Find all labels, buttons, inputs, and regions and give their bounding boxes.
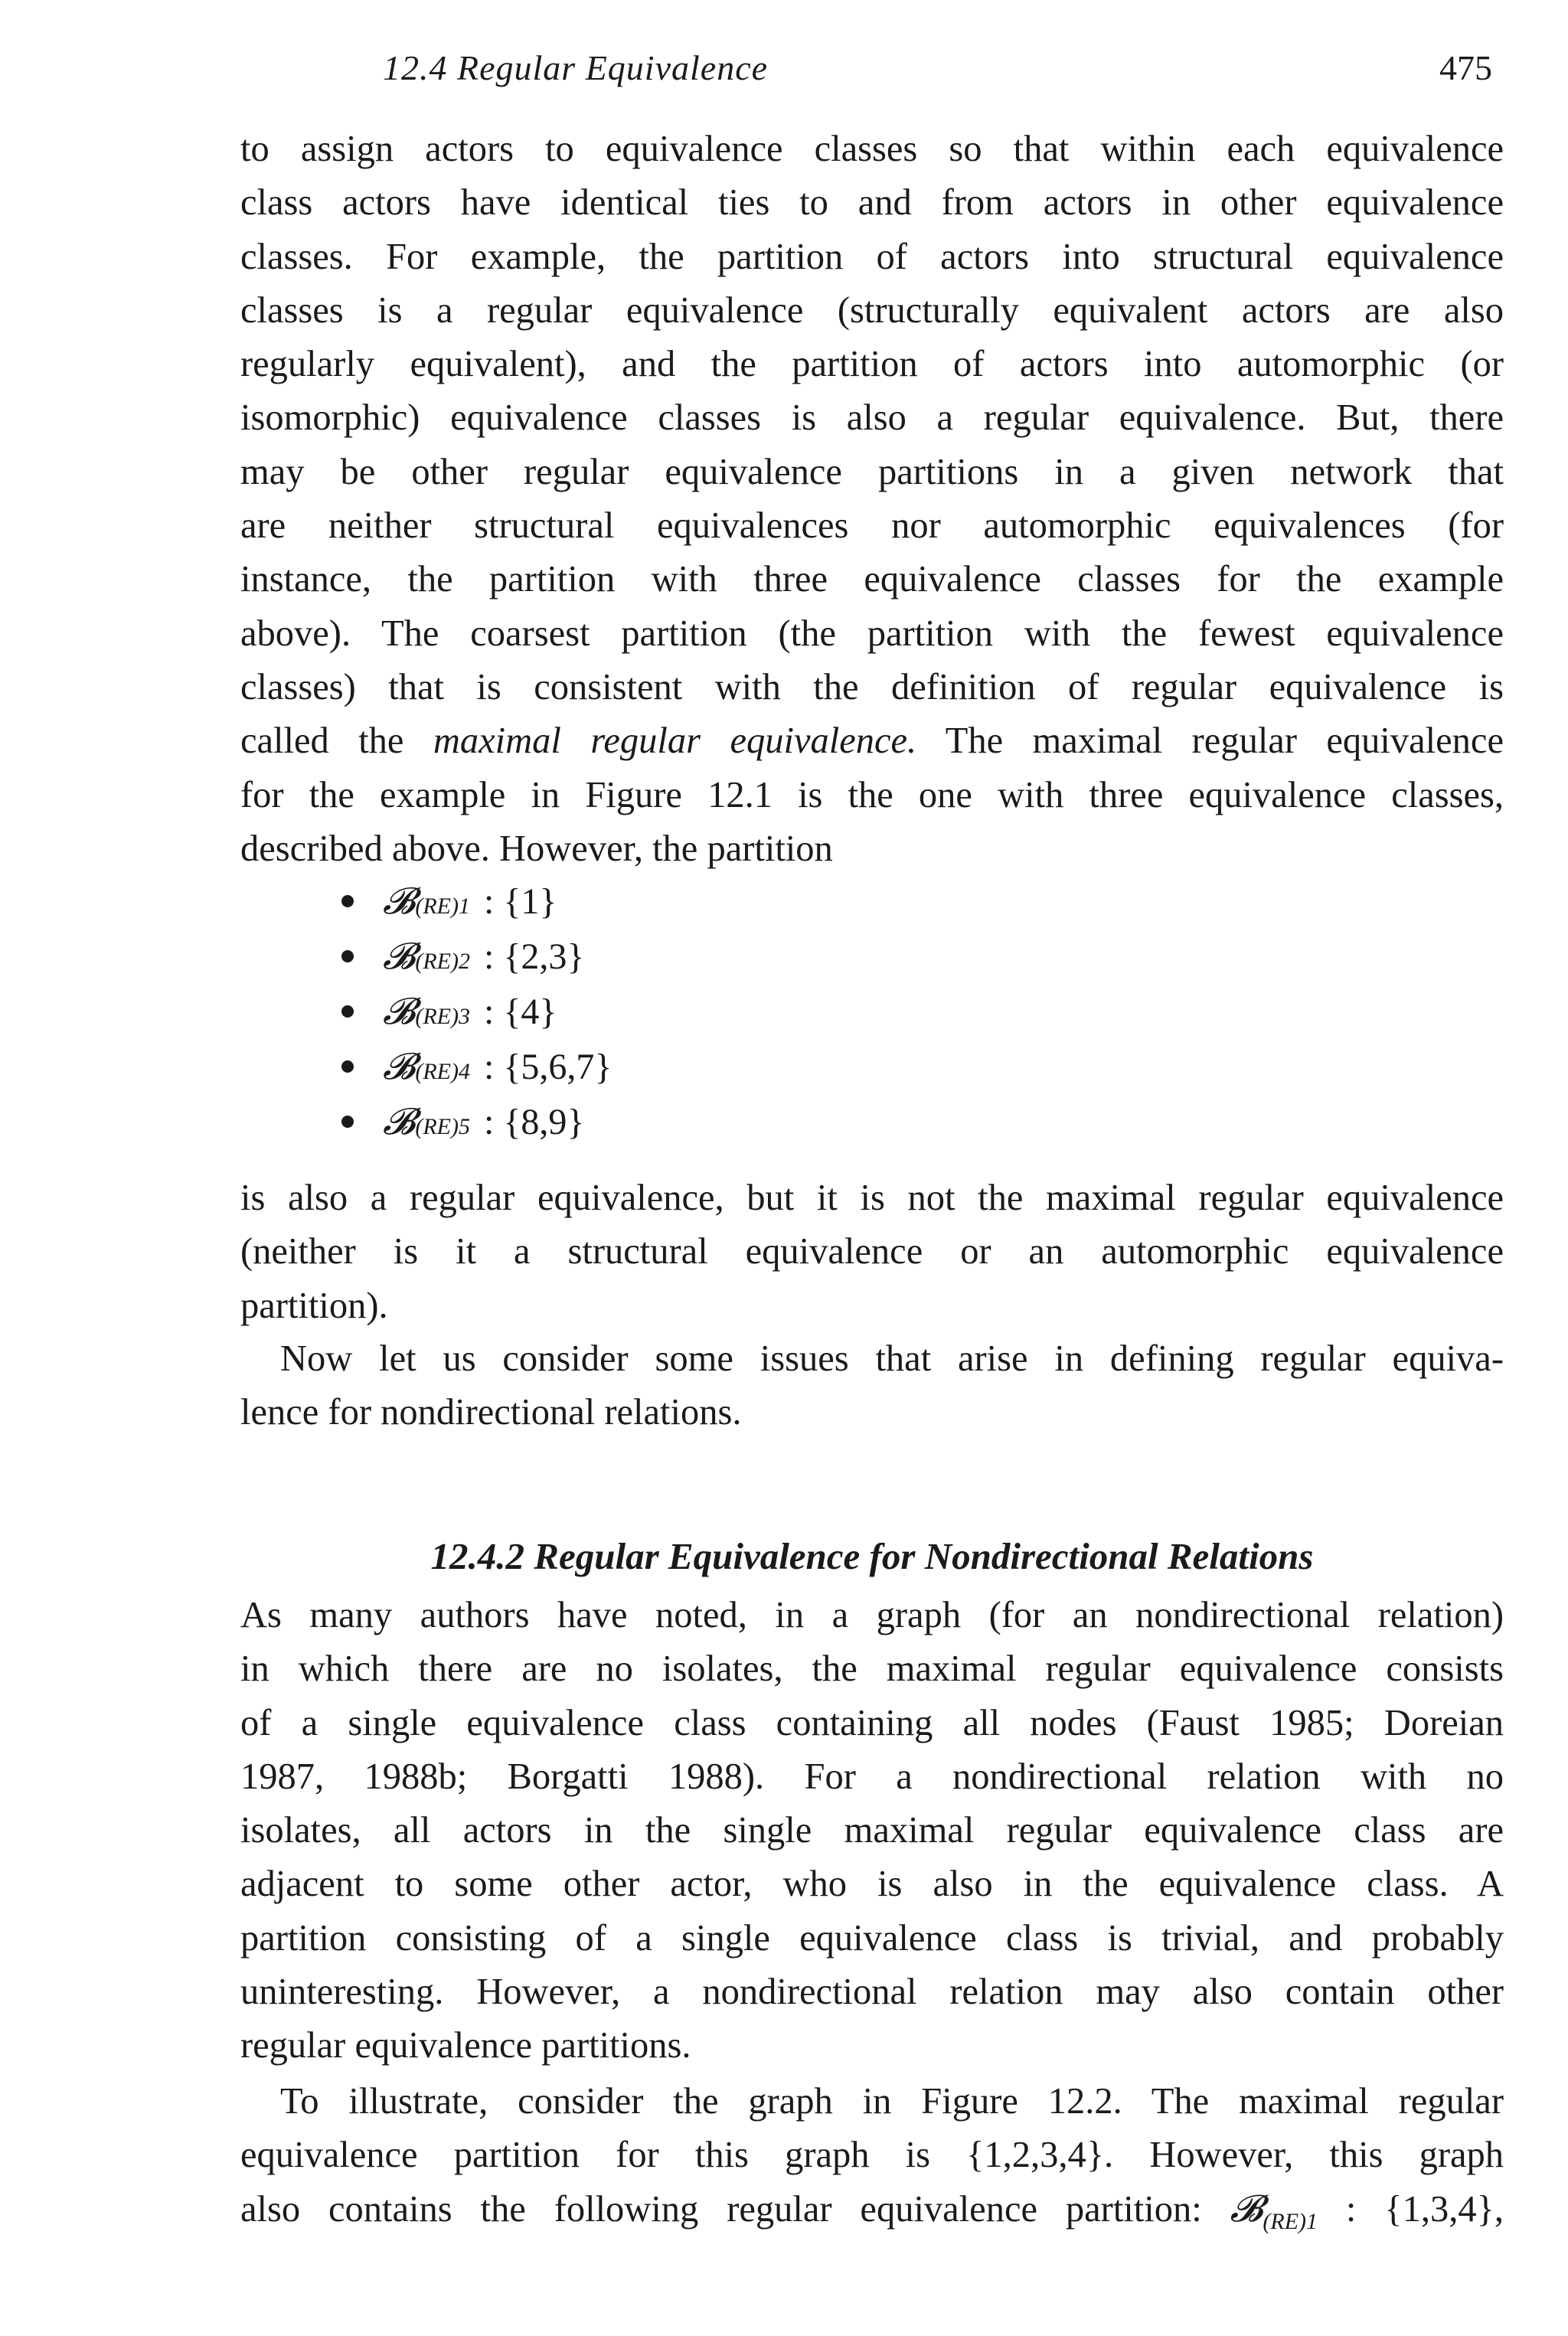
text-line: instance, the partition with three equivalence classes for the example [240, 559, 1504, 600]
text-line: described above. However, the partition [240, 828, 833, 869]
class-symbol: 𝓑 [383, 881, 416, 922]
class-members: : {5,6,7} [483, 1047, 612, 1087]
class-subscript: (RE)4 [415, 1059, 470, 1084]
text-line: Now let us consider some issues that arise in defining regular equiva- [280, 1338, 1504, 1379]
bullet-icon [341, 1005, 354, 1018]
class-symbol: 𝓑 [383, 1047, 416, 1087]
text-line: of a single equivalence class containing all nodes (Faust 1985; Doreian [240, 1702, 1504, 1743]
text-line: classes) that is consistent with the definition of regular equivalence is [240, 666, 1504, 707]
class-subscript: (RE)3 [415, 1004, 470, 1029]
paragraph-nondirectional [240, 1589, 1504, 2073]
partition-item [341, 1046, 954, 1101]
text-line: regularly equivalent), and the partition of actors into automorphic (or [240, 344, 1504, 385]
class-members: : {2,3} [483, 936, 585, 977]
class-members: : {8,9} [483, 1102, 585, 1142]
bullet-icon [341, 1060, 354, 1073]
text-line: partition). [240, 1285, 388, 1326]
class-symbol: 𝓑 [383, 1102, 416, 1142]
paragraph-partition-note [240, 1171, 1504, 1333]
partition-item [341, 1101, 954, 1156]
text-line: isolates, all actors in the single maximal regular equivalence class are [240, 1810, 1504, 1851]
defined-term: maximal regular equivalence. [433, 720, 917, 762]
class-symbol: 𝓑 [1230, 2188, 1263, 2230]
class-symbol: 𝓑 [383, 936, 416, 977]
partition-list [341, 880, 954, 1156]
partition-item [341, 991, 954, 1046]
text-line: for the example in Figure 12.1 is the one with three equivalence classes, [240, 774, 1504, 815]
bullet-icon [341, 950, 354, 962]
text-line-with-symbol: also contains the following regular equivalence partition: 𝓑$_{(RE)1}$ : {1,3,4}, [240, 2188, 1504, 2234]
text-line: classes. For example, the partition of actors into structural equivalence [240, 236, 1504, 277]
text-line: are neither structural equivalences nor automorphic equivalences (for [240, 505, 1504, 547]
text-line: As many authors have noted, in a graph (for an nondirectional relation) [240, 1595, 1504, 1635]
text-line: lence for nondirectional relations. [240, 1392, 742, 1433]
text-line: may be other regular equivalence partitions in a given network that [240, 451, 1504, 492]
partition-item [341, 880, 954, 936]
paragraph-transition [240, 1332, 1504, 1440]
class-subscript: (RE)1 [1263, 2208, 1318, 2234]
text-line: partition consisting of a single equivalence class is trivial, and probably [240, 1917, 1504, 1959]
class-subscript: (RE)5 [415, 1114, 470, 1139]
page-number: 475 [1439, 48, 1492, 87]
text-line: to assign actors to equivalence classes so that within each equivalence [240, 129, 1504, 169]
running-head: 12.4 Regular Equivalence [383, 48, 769, 87]
text-line: regular equivalence partitions. [240, 2025, 691, 2066]
text-line: To illustrate, consider the graph in Figure 12.2. The maximal regular [280, 2081, 1504, 2122]
section-heading: 12.4.2 Regular Equivalence for Nondirectional Relations [430, 1535, 1314, 1577]
text-line: classes is a regular equivalence (structurally equivalent actors are also [240, 289, 1504, 331]
partition-item [341, 936, 954, 991]
paragraph-intro [240, 123, 1504, 876]
paragraph-illustration [240, 2075, 1504, 2249]
text-line: equivalence partition for this graph is {1,2,3,4}. However, this graph [240, 2135, 1504, 2176]
text-line: (neither is it a structural equivalence or an automorphic equivalence [240, 1231, 1504, 1273]
bullet-icon [341, 895, 354, 907]
text-line: uninteresting. However, a nondirectional relation may also contain other [240, 1972, 1504, 2013]
bullet-icon [341, 1116, 354, 1128]
class-symbol: 𝓑 [383, 992, 416, 1032]
class-subscript: (RE)1 [415, 894, 470, 919]
text-line: in which there are no isolates, the maximal regular equivalence consists [240, 1648, 1504, 1690]
text-line: 1987, 1988b; Borgatti 1988). For a nondirectional relation with no [240, 1756, 1504, 1797]
text-line: class actors have identical ties to and from actors in other equivalence [240, 182, 1504, 224]
text-line-with-term: called the maximal regular equivalence. The maximal regular equivalence [240, 720, 1504, 762]
text-line: isomorphic) equivalence classes is also a regular equivalence. But, there [240, 397, 1504, 439]
class-members: : {4} [483, 992, 557, 1032]
text-line: adjacent to some other actor, who is also in the equivalence class. A [240, 1864, 1504, 1905]
text-line: above). The coarsest partition (the partition with the fewest equivalence [240, 613, 1504, 654]
class-subscript: (RE)2 [415, 949, 470, 974]
class-members: : {1,3,4}, [1318, 2188, 1504, 2230]
class-members: : {1} [483, 881, 557, 922]
text-line: is also a regular equivalence, but it is not the maximal regular equivalence [240, 1178, 1504, 1218]
